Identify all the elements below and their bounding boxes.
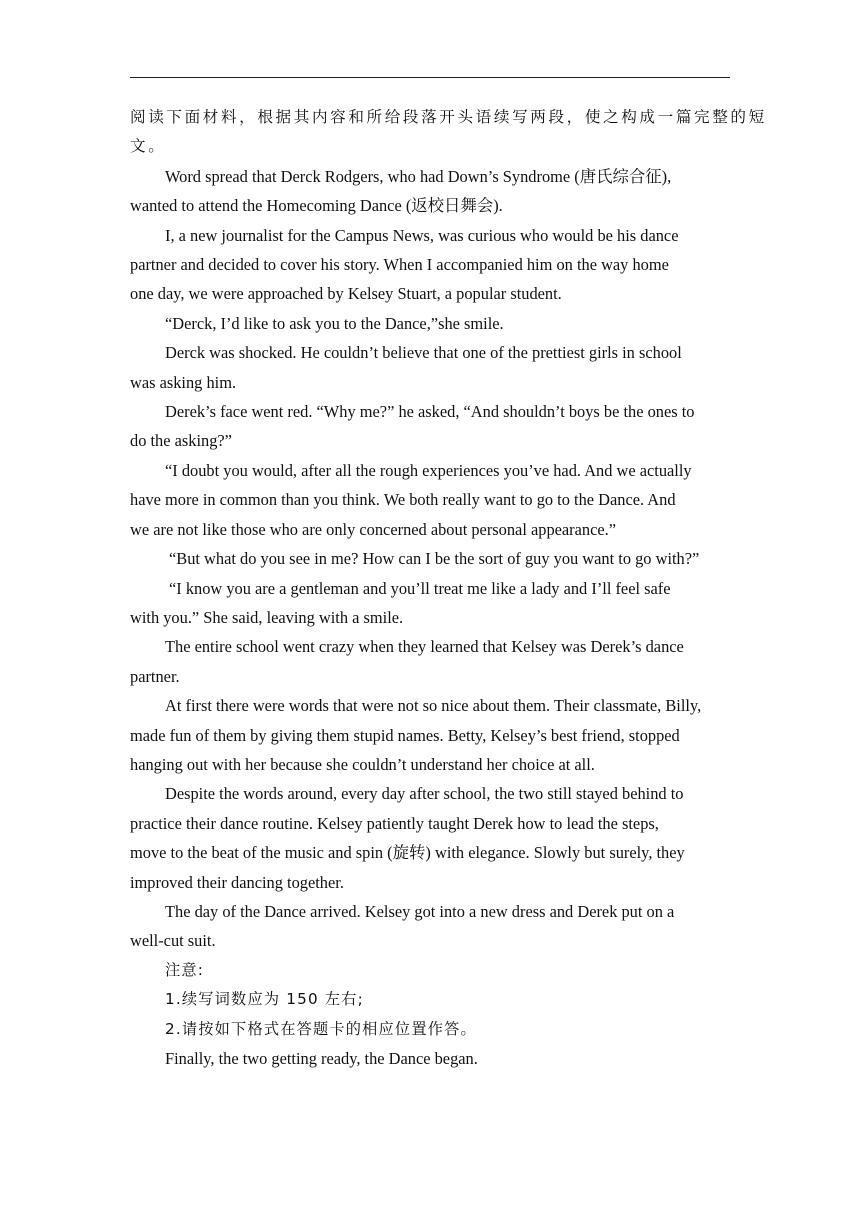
notes-heading: 注意:	[165, 960, 205, 979]
note-item-2: 2.请按如下格式在答题卡的相应位置作答。	[165, 1019, 477, 1038]
passage-line: move to the beat of the music and spin (旋转) with elegance. Slowly but surely, they	[130, 843, 685, 863]
passage-line: made fun of them by giving them stupid names. Betty, Kelsey’s best friend, stopped	[130, 725, 680, 745]
passage-line: “Derck, I’d like to ask you to the Dance,”she smile.	[165, 313, 504, 333]
passage-line: improved their dancing together.	[130, 872, 344, 892]
passage-line: Derek’s face went red. “Why me?” he asked, “And shouldn’t boys be the ones to	[165, 402, 695, 422]
passage-line: The day of the Dance arrived. Kelsey got into a new dress and Derek put on a	[165, 901, 675, 921]
passage-line: well-cut suit.	[130, 931, 216, 951]
passage-line: The entire school went crazy when they learned that Kelsey was Derek’s dance	[165, 637, 684, 657]
passage-line: with you.” She said, leaving with a smile.	[130, 607, 404, 627]
note-item-1: 1.续写词数应为 150 左右;	[165, 990, 364, 1009]
top-rule	[130, 77, 730, 78]
continuation-prompt: Finally, the two getting ready, the Dance began.	[165, 1049, 478, 1068]
passage-line: Despite the words around, every day after school, the two still stayed behind to	[165, 784, 684, 804]
passage-line: “I doubt you would, after all the rough experiences you’ve had. And we actually	[165, 460, 692, 480]
instruction-line-1: 阅读下面材料，根据其内容和所给段落开头语续写两段，使之构成一篇完整的短	[130, 108, 767, 126]
passage-line: do the asking?”	[130, 431, 232, 451]
passage-line: I, a new journalist for the Campus News, was curious who would be his dance	[165, 225, 679, 245]
passage-line: practice their dance routine. Kelsey patiently taught Derek how to lead the steps,	[130, 813, 659, 833]
passage-line: one day, we were approached by Kelsey Stuart, a popular student.	[130, 284, 562, 304]
passage-line: “But what do you see in me? How can I be the sort of guy you want to go with?”	[169, 549, 700, 569]
passage-line: At first there were words that were not so nice about them. Their classmate, Billy,	[165, 696, 702, 716]
passage-line: have more in common than you think. We both really want to go to the Dance. And	[130, 490, 676, 510]
passage-line: “I know you are a gentleman and you’ll treat me like a lady and I’ll feel safe	[169, 578, 671, 598]
document-body	[130, 103, 767, 1073]
passage-line: we are not like those who are only concerned about personal appearance.”	[130, 519, 617, 539]
passage-line: wanted to attend the Homecoming Dance (返校日舞会).	[130, 196, 503, 216]
instruction-line-2: 文。	[130, 137, 167, 156]
passage-line: was asking him.	[130, 372, 237, 392]
passage-line: partner.	[130, 666, 180, 686]
passage-line: Derck was shocked. He couldn’t believe that one of the prettiest girls in school	[165, 343, 682, 363]
passage-line: partner and decided to cover his story. When I accompanied him on the way home	[130, 255, 669, 275]
passage-line: hanging out with her because she couldn’t understand her choice at all.	[130, 754, 595, 774]
passage-line: Word spread that Derck Rodgers, who had Down’s Syndrome (唐氏综合征),	[165, 166, 672, 186]
